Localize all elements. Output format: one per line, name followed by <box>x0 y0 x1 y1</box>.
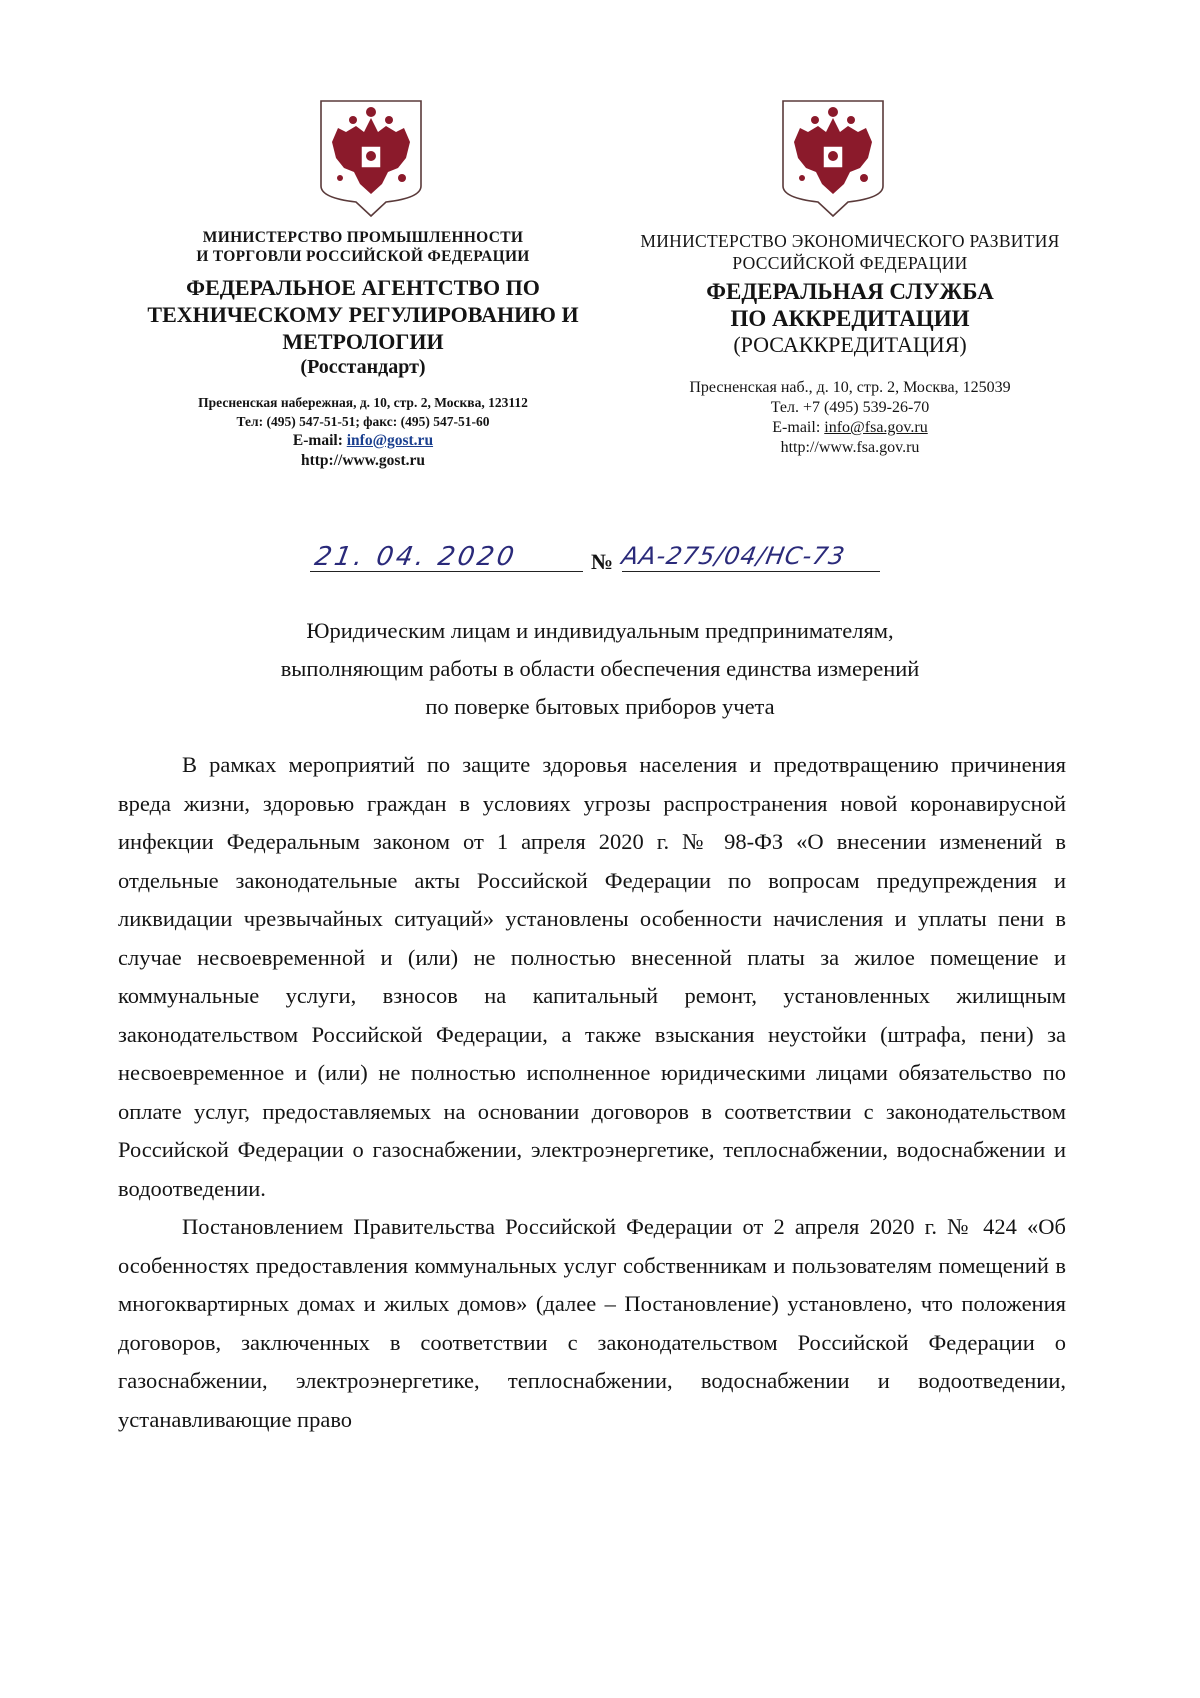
body-paragraph: Постановлением Правительства Российской Федерации от 2 апреля 2020 г. № 424 «Об особенностях предоставления коммунальных услуг собственникам и пользователям помещений в многоквартирных домах и жилых домов» (далее – Постановление) установлено, что положения договоров, заключенных в соответствии с законодательством Российской Федерации о газоснабжении, электроэнергетике, теплоснабжении, водоснабжении и водоотведении, устанавливающие право <box>118 1214 1066 1432</box>
ministry-line: МИНИСТЕРСТВО ПРОМЫШЛЕННОСТИ <box>202 229 524 246</box>
email-row <box>118 431 608 451</box>
rosstandart-letterhead <box>118 98 608 471</box>
date-underline <box>310 571 583 572</box>
service-line: ФЕДЕРАЛЬНАЯ СЛУЖБА <box>706 279 994 304</box>
letter-body <box>118 746 1066 1439</box>
ministry-line: МИНИСТЕРСТВО ЭКОНОМИЧЕСКОГО РАЗВИТИЯ <box>640 231 1060 251</box>
postal-address: Пресненская наб., д. 10, стр. 2, Москва, 125039 <box>689 379 1011 396</box>
addressee-line: Юридическим лицам и индивидуальным предпринимателям, <box>306 618 894 643</box>
phone: Тел. +7 (495) 539-26-70 <box>770 399 930 416</box>
registration-line <box>310 540 880 580</box>
ministry-name <box>600 230 1100 274</box>
ministry-name <box>118 228 608 266</box>
website: http://www.fsa.gov.ru <box>780 439 920 456</box>
ministry-line: РОССИЙСКОЙ ФЕДЕРАЦИИ <box>732 253 968 273</box>
contact-block <box>600 378 1100 458</box>
number-sign: № <box>591 549 614 574</box>
email-link[interactable]: info@fsa.gov.ru <box>824 419 928 436</box>
handwritten-date: 21. 04. 2020 <box>312 542 520 572</box>
agency-line: ФЕДЕРАЛЬНОЕ АГЕНТСТВО ПО <box>186 275 540 300</box>
addressee-line: выполняющим работы в области обеспечения единства измерений <box>280 656 920 681</box>
addressee-line: по поверке бытовых приборов учета <box>425 694 775 719</box>
email-label: E-mail: <box>772 419 825 436</box>
email-row <box>600 418 1100 438</box>
service-line: ПО АККРЕДИТАЦИИ <box>730 306 970 331</box>
coat-of-arms-icon <box>316 98 426 218</box>
phone-fax: Тел: (495) 547-51-51; факс: (495) 547-51-60 <box>236 414 490 429</box>
postal-address: Пресненская набережная, д. 10, стр. 2, Москва, 123112 <box>198 395 528 410</box>
website: http://www.gost.ru <box>300 452 425 469</box>
service-name <box>600 278 1100 332</box>
contact-block <box>118 393 608 431</box>
email-label: E-mail: <box>292 432 347 449</box>
agency-name <box>118 274 608 355</box>
agency-line: МЕТРОЛОГИИ <box>282 329 444 354</box>
agency-line: ТЕХНИЧЕСКОМУ РЕГУЛИРОВАНИЮ И <box>147 302 579 327</box>
number-underline <box>622 571 880 572</box>
coat-of-arms-icon <box>778 98 888 218</box>
ministry-line: И ТОРГОВЛИ РОССИЙСКОЙ ФЕДЕРАЦИИ <box>196 248 530 265</box>
handwritten-number: АА-275/04/НС-73 <box>619 542 848 570</box>
agency-short-name: (Росстандарт) <box>300 356 426 378</box>
email-link[interactable]: info@gost.ru <box>346 432 434 449</box>
body-paragraph: В рамках мероприятий по защите здоровья населения и предотвращению причинения вреда жизни, здоровью граждан в условиях угрозы распространения новой коронавирусной инфекции Федеральным законом от 1 апреля 2020 г. № 98-ФЗ «О внесении изменений в отдельные законодательные акты Российской Федерации по вопросам предупреждения и ликвидации чрезвычайных ситуаций» установлены особенности начисления и уплаты пени в случае несвоевременной и (или) не полностью внесенной платы за жилое помещение и коммунальные услуги, взносов на капитальный ремонт, установленных жилищным законодательством Российской Федерации, а также взыскания неустойки (штрафа, пени) за несвоевременное и (или) не полностью исполненное юридическими лицами обязательство по оплате услуг, предоставляемых на основании договоров в соответствии с законодательством Российской Федерации о газоснабжении, электроэнергетике, теплоснабжении, водоснабжении и водоотведении. <box>118 752 1066 1201</box>
rosaccreditation-letterhead <box>600 98 1100 458</box>
service-short-name: (РОСАККРЕДИТАЦИЯ) <box>733 332 967 357</box>
addressee-block <box>150 612 1050 726</box>
